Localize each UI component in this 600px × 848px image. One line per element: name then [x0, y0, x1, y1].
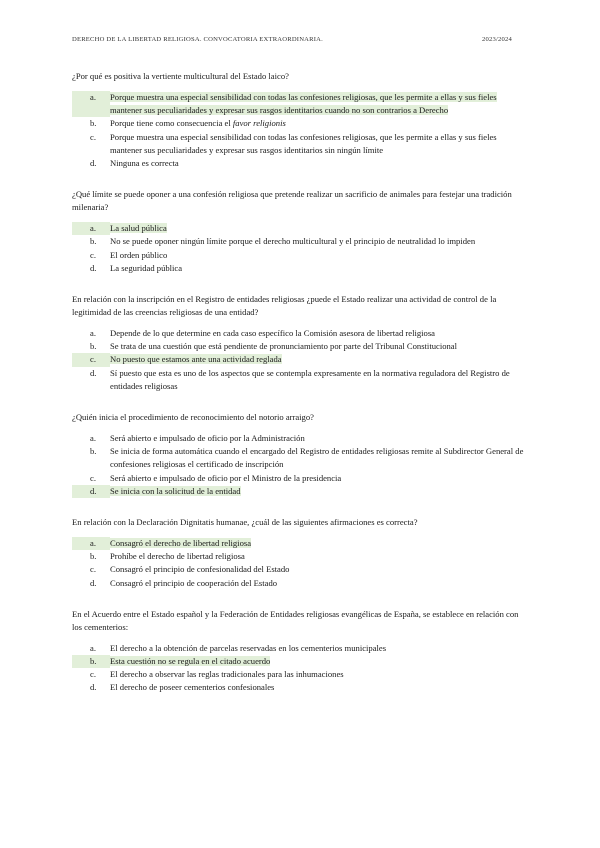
option-text: El orden público	[110, 249, 168, 260]
header-title: DERECHO DE LA LIBERTAD RELIGIOSA. CONVOCATORIA EXTRAORDINARIA.	[72, 36, 323, 43]
answer-option-correct	[72, 655, 528, 668]
answer-option	[72, 577, 528, 590]
option-text: El derecho a observar las reglas tradicionales para las inhumaciones	[110, 669, 344, 680]
option-text-wrap	[110, 222, 528, 235]
option-text: Porque tiene como consecuencia el	[110, 118, 233, 129]
option-text-italic: favor religionis	[232, 118, 286, 129]
option-text-wrap	[110, 235, 528, 248]
answer-option-correct	[72, 485, 528, 498]
option-text: El derecho a la obtención de parcelas reservadas en los cementerios municipales	[110, 642, 387, 653]
answer-option	[72, 327, 528, 340]
option-text-wrap	[110, 432, 528, 445]
option-letter: a.	[72, 537, 110, 550]
option-text: Será abierto e impulsado de oficio por la Administración	[110, 433, 305, 444]
answer-options	[72, 327, 528, 393]
option-text-wrap	[110, 249, 528, 262]
option-text: Porque muestra una especial sensibilidad con todas las confesiones religiosas, que les permite a ellas y sus fieles mantener sus peculiaridades y expresar sus rasgos identitarios sin ningún límite	[110, 131, 497, 155]
question-6	[72, 608, 528, 695]
question-1	[72, 70, 528, 170]
option-letter: a.	[90, 642, 96, 653]
answer-option	[72, 642, 528, 655]
option-text-wrap	[110, 563, 528, 576]
option-text: Se trata de una cuestión que está pendiente de pronunciamiento por parte del Tribunal Constitucional	[110, 341, 458, 352]
option-letter: b.	[90, 446, 97, 457]
option-text-wrap	[110, 485, 528, 498]
option-letter: b.	[90, 341, 97, 352]
answer-option	[72, 157, 528, 170]
option-letter: d.	[72, 485, 110, 498]
option-text-wrap	[110, 340, 528, 353]
option-text: Se inicia de forma automática cuando el encargado del Registro de entidades religiosas remite al Subdirector General de confesiones religiosas el certificado de inscripción	[110, 446, 524, 470]
option-letter: a.	[72, 91, 110, 117]
question-5	[72, 516, 528, 590]
option-letter: d.	[90, 158, 97, 169]
option-text: Esta cuestión no se regula en el citado acuerdo	[110, 656, 271, 667]
option-text: No se puede oponer ningún límite porque el derecho multicultural y el principio de neutralidad lo impiden	[110, 236, 476, 247]
option-text-wrap	[110, 445, 528, 471]
question-3	[72, 293, 528, 393]
option-letter: c.	[90, 564, 96, 575]
option-text-wrap	[110, 472, 528, 485]
option-text: Consagró el derecho de libertad religiosa	[110, 538, 252, 549]
answer-option	[72, 340, 528, 353]
option-text: La seguridad pública	[110, 262, 183, 273]
answer-option	[72, 262, 528, 275]
answer-option	[72, 117, 528, 130]
option-text-wrap	[110, 655, 528, 668]
option-letter: c.	[72, 353, 110, 366]
option-letter: d.	[90, 682, 97, 693]
option-letter: c.	[90, 472, 96, 483]
option-text-wrap	[110, 353, 528, 366]
answer-option	[72, 367, 528, 393]
option-text-wrap	[110, 668, 528, 681]
option-text: El derecho de poseer cementerios confesionales	[110, 682, 275, 693]
answer-option-correct	[72, 91, 528, 117]
option-text-wrap	[110, 577, 528, 590]
option-letter: b.	[90, 551, 97, 562]
option-text-wrap	[110, 131, 528, 157]
option-text: Se inicia con la solicitud de la entidad	[110, 485, 241, 496]
question-text: ¿Quién inicia el procedimiento de reconocimiento del notorio arraigo?	[72, 412, 314, 423]
option-text-wrap	[110, 550, 528, 563]
option-text: Consagró el principio de cooperación del Estado	[110, 577, 278, 588]
option-text: Porque muestra una especial sensibilidad con todas las confesiones religiosas, que les permite a ellas y sus fieles mantener sus peculiaridades y expresar sus rasgos identitarios cuando no son contrarios a Derecho	[110, 92, 497, 116]
option-letter: b.	[90, 118, 97, 129]
answer-option	[72, 550, 528, 563]
answer-option	[72, 235, 528, 248]
answer-options	[72, 642, 528, 695]
option-text-wrap	[110, 367, 528, 393]
option-text-wrap	[110, 262, 528, 275]
question-text: En relación con la inscripción en el Registro de entidades religiosas ¿puede el Estado realizar una actividad de control de la legitimidad de las creencias religiosas de una entidad?	[72, 294, 497, 318]
question-4	[72, 411, 528, 498]
option-text: Ninguna es correcta	[110, 158, 179, 169]
answer-option	[72, 432, 528, 445]
answer-option-correct	[72, 222, 528, 235]
answer-options	[72, 222, 528, 275]
option-text: Depende de lo que determine en cada caso específico la Comisión asesora de libertad religiosa	[110, 328, 436, 339]
question-text: ¿Por qué es positiva la vertiente multicultural del Estado laico?	[72, 71, 289, 81]
answer-option	[72, 472, 528, 485]
option-text-wrap	[110, 91, 528, 117]
option-text: Prohíbe el derecho de libertad religiosa	[110, 551, 245, 562]
option-text-wrap	[110, 642, 528, 655]
answer-option	[72, 668, 528, 681]
question-text: ¿Qué límite se puede oponer a una confesión religiosa que pretende realizar un sacrificio de animales para festejar una tradición milenaria?	[72, 189, 512, 213]
answer-option-correct	[72, 537, 528, 550]
answer-options	[72, 432, 528, 498]
option-letter: b.	[90, 236, 97, 247]
option-letter: d.	[90, 367, 97, 378]
option-letter: c.	[90, 669, 96, 680]
answer-options	[72, 91, 528, 170]
option-text-wrap	[110, 681, 528, 694]
option-text: Consagró el principio de confesionalidad del Estado	[110, 564, 290, 575]
option-text: No puesto que estamos ante una actividad reglada	[110, 354, 282, 365]
option-letter: a.	[72, 222, 110, 235]
answer-option	[72, 445, 528, 471]
option-text: Será abierto e impulsado de oficio por el Ministro de la presidencia	[110, 472, 342, 483]
option-letter: d.	[90, 577, 97, 588]
answer-option-correct	[72, 353, 528, 366]
option-text-wrap	[110, 117, 528, 130]
option-text: La salud pública	[110, 223, 167, 234]
question-list	[72, 70, 528, 713]
option-text-wrap	[110, 157, 528, 170]
option-letter: b.	[72, 655, 110, 668]
option-letter: a.	[90, 433, 96, 444]
option-text: Sí puesto que esta es uno de los aspectos que se contempla expresamente en la normativa reguladora del Registro de entidades religiosas	[110, 367, 510, 391]
option-letter: a.	[90, 328, 96, 339]
question-text: En el Acuerdo entre el Estado español y la Federación de Entidades religiosas evangélicas de España, se establece en relación con los cementerios:	[72, 608, 519, 632]
question-2	[72, 188, 528, 275]
option-letter: c.	[90, 249, 96, 260]
answer-option	[72, 681, 528, 694]
page-header	[72, 36, 512, 43]
answer-option	[72, 249, 528, 262]
answer-option	[72, 131, 528, 157]
option-letter: c.	[90, 131, 96, 142]
option-letter: d.	[90, 262, 97, 273]
answer-option	[72, 563, 528, 576]
answer-options	[72, 537, 528, 590]
option-text-wrap	[110, 327, 528, 340]
question-text: En relación con la Declaración Dignitatis humanae, ¿cuál de las siguientes afirmaciones es correcta?	[72, 517, 418, 528]
option-text-wrap	[110, 537, 528, 550]
header-year: 2023/2024	[481, 36, 512, 43]
